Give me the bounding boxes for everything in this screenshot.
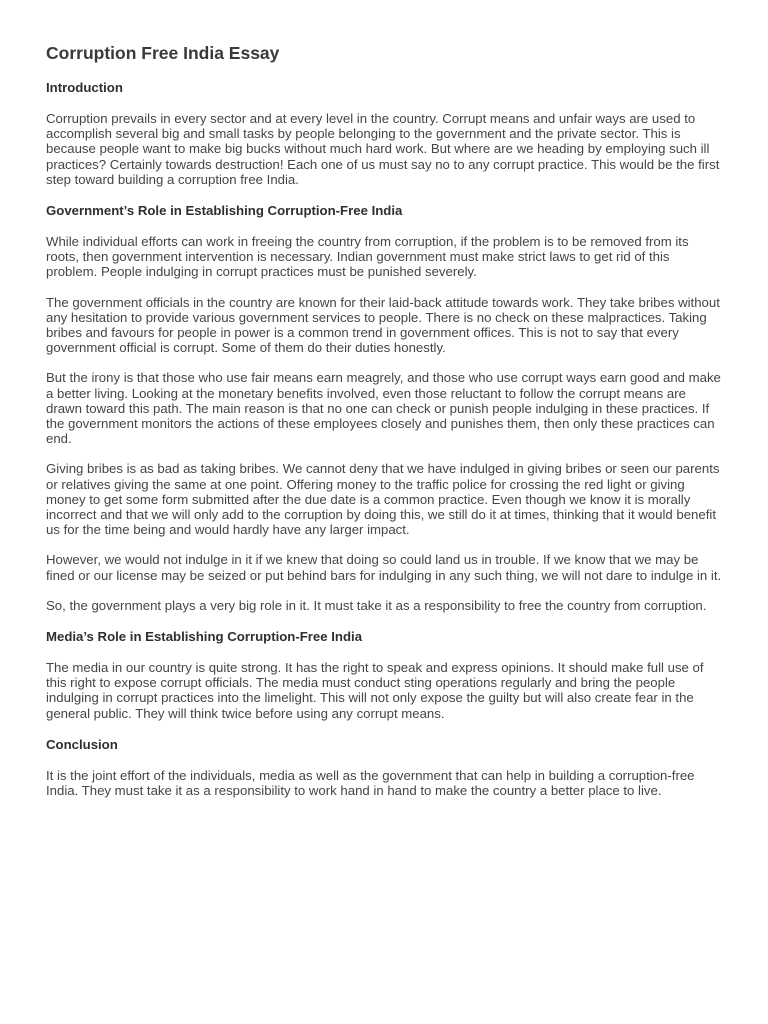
section-heading-introduction: Introduction [46, 80, 123, 95]
paragraph: It is the joint effort of the individuals, media as well as the government that can help in building a corruption-free India. They must take it as a responsibility to work hand in hand to make the country a better place to live. [46, 767, 695, 799]
paragraph: So, the government plays a very big role in it. It must take it as a responsibility to free the country from corruption. [46, 597, 707, 613]
section-heading-media-role: Media’s Role in Establishing Corruption-Free India [46, 629, 363, 645]
paragraph: Corruption prevails in every sector and at every level in the country. Corrupt means and unfair ways are used to accomplish several big and small tasks by people belonging to the government and the private sector. This is because people want to make big bucks without much hard work. But where are we heading by employing such ill practices? Certainly towards destruction! Each one of us must say no to any corrupt practice. This would be the first step toward building a corruption free India. [46, 111, 720, 187]
paragraph: The government officials in the country are known for their laid-back attitude towards work. They take bribes without any hesitation to provide various government services to people. There is no check on these malpractices. Taking bribes and favours for people in power is a common trend in government offices. This is not to say that every government official is corrupt. Some of them do their duties honestly. [46, 294, 720, 356]
section-heading-conclusion: Conclusion [46, 736, 118, 752]
paragraph: While individual efforts can work in freeing the country from corruption, if the problem is to be removed from its roots, then government intervention is necessary. Indian government must make strict laws to get rid of this problem. People indulging in corrupt practices must be punished severely. [46, 234, 689, 280]
paragraph: But the irony is that those who use fair means earn meagrely, and those who use corrupt ways earn good and make a better living. Looking at the monetary benefits involved, even those reluctant to follow the corrupt means are drawn toward this path. The main reason is that no one can check or punish people indulging in these practices. If the government monitors the actions of these employees closely and punishes them, then only these practices can end. [46, 370, 721, 447]
paragraph: Giving bribes is as bad as taking bribes. We cannot deny that we have indulged in giving bribes or seen our parents or relatives giving the same at one point. Offering money to the traffic police for crossing the red light or giving money to get some form submitted after the due date is a common practice. Even though we know it is morally incorrect and that we will only add to the corruption by doing this, we still do it at times, thinking that it would benefit us for the time being and would hardly have any larger impact. [46, 461, 720, 538]
section-heading-government-role: Government’s Role in Establishing Corruption-Free India [46, 203, 403, 219]
paragraph: However, we would not indulge in it if we knew that doing so could land us in trouble. If we know that we may be fined or our license may be seized or put behind bars for indulging in any such thing, we will not dare to indulge in it. [46, 552, 722, 583]
paragraph: The media in our country is quite strong. It has the right to speak and express opinions. It should make full use of this right to expose corrupt officials. The media must conduct sting operations regularly and bring the people indulging in corrupt practices into the limelight. This will not only expose the guilty but will also create fear in the general public. They will think twice before using any corrupt means. [46, 660, 704, 721]
document-title: Corruption Free India Essay [46, 43, 280, 63]
